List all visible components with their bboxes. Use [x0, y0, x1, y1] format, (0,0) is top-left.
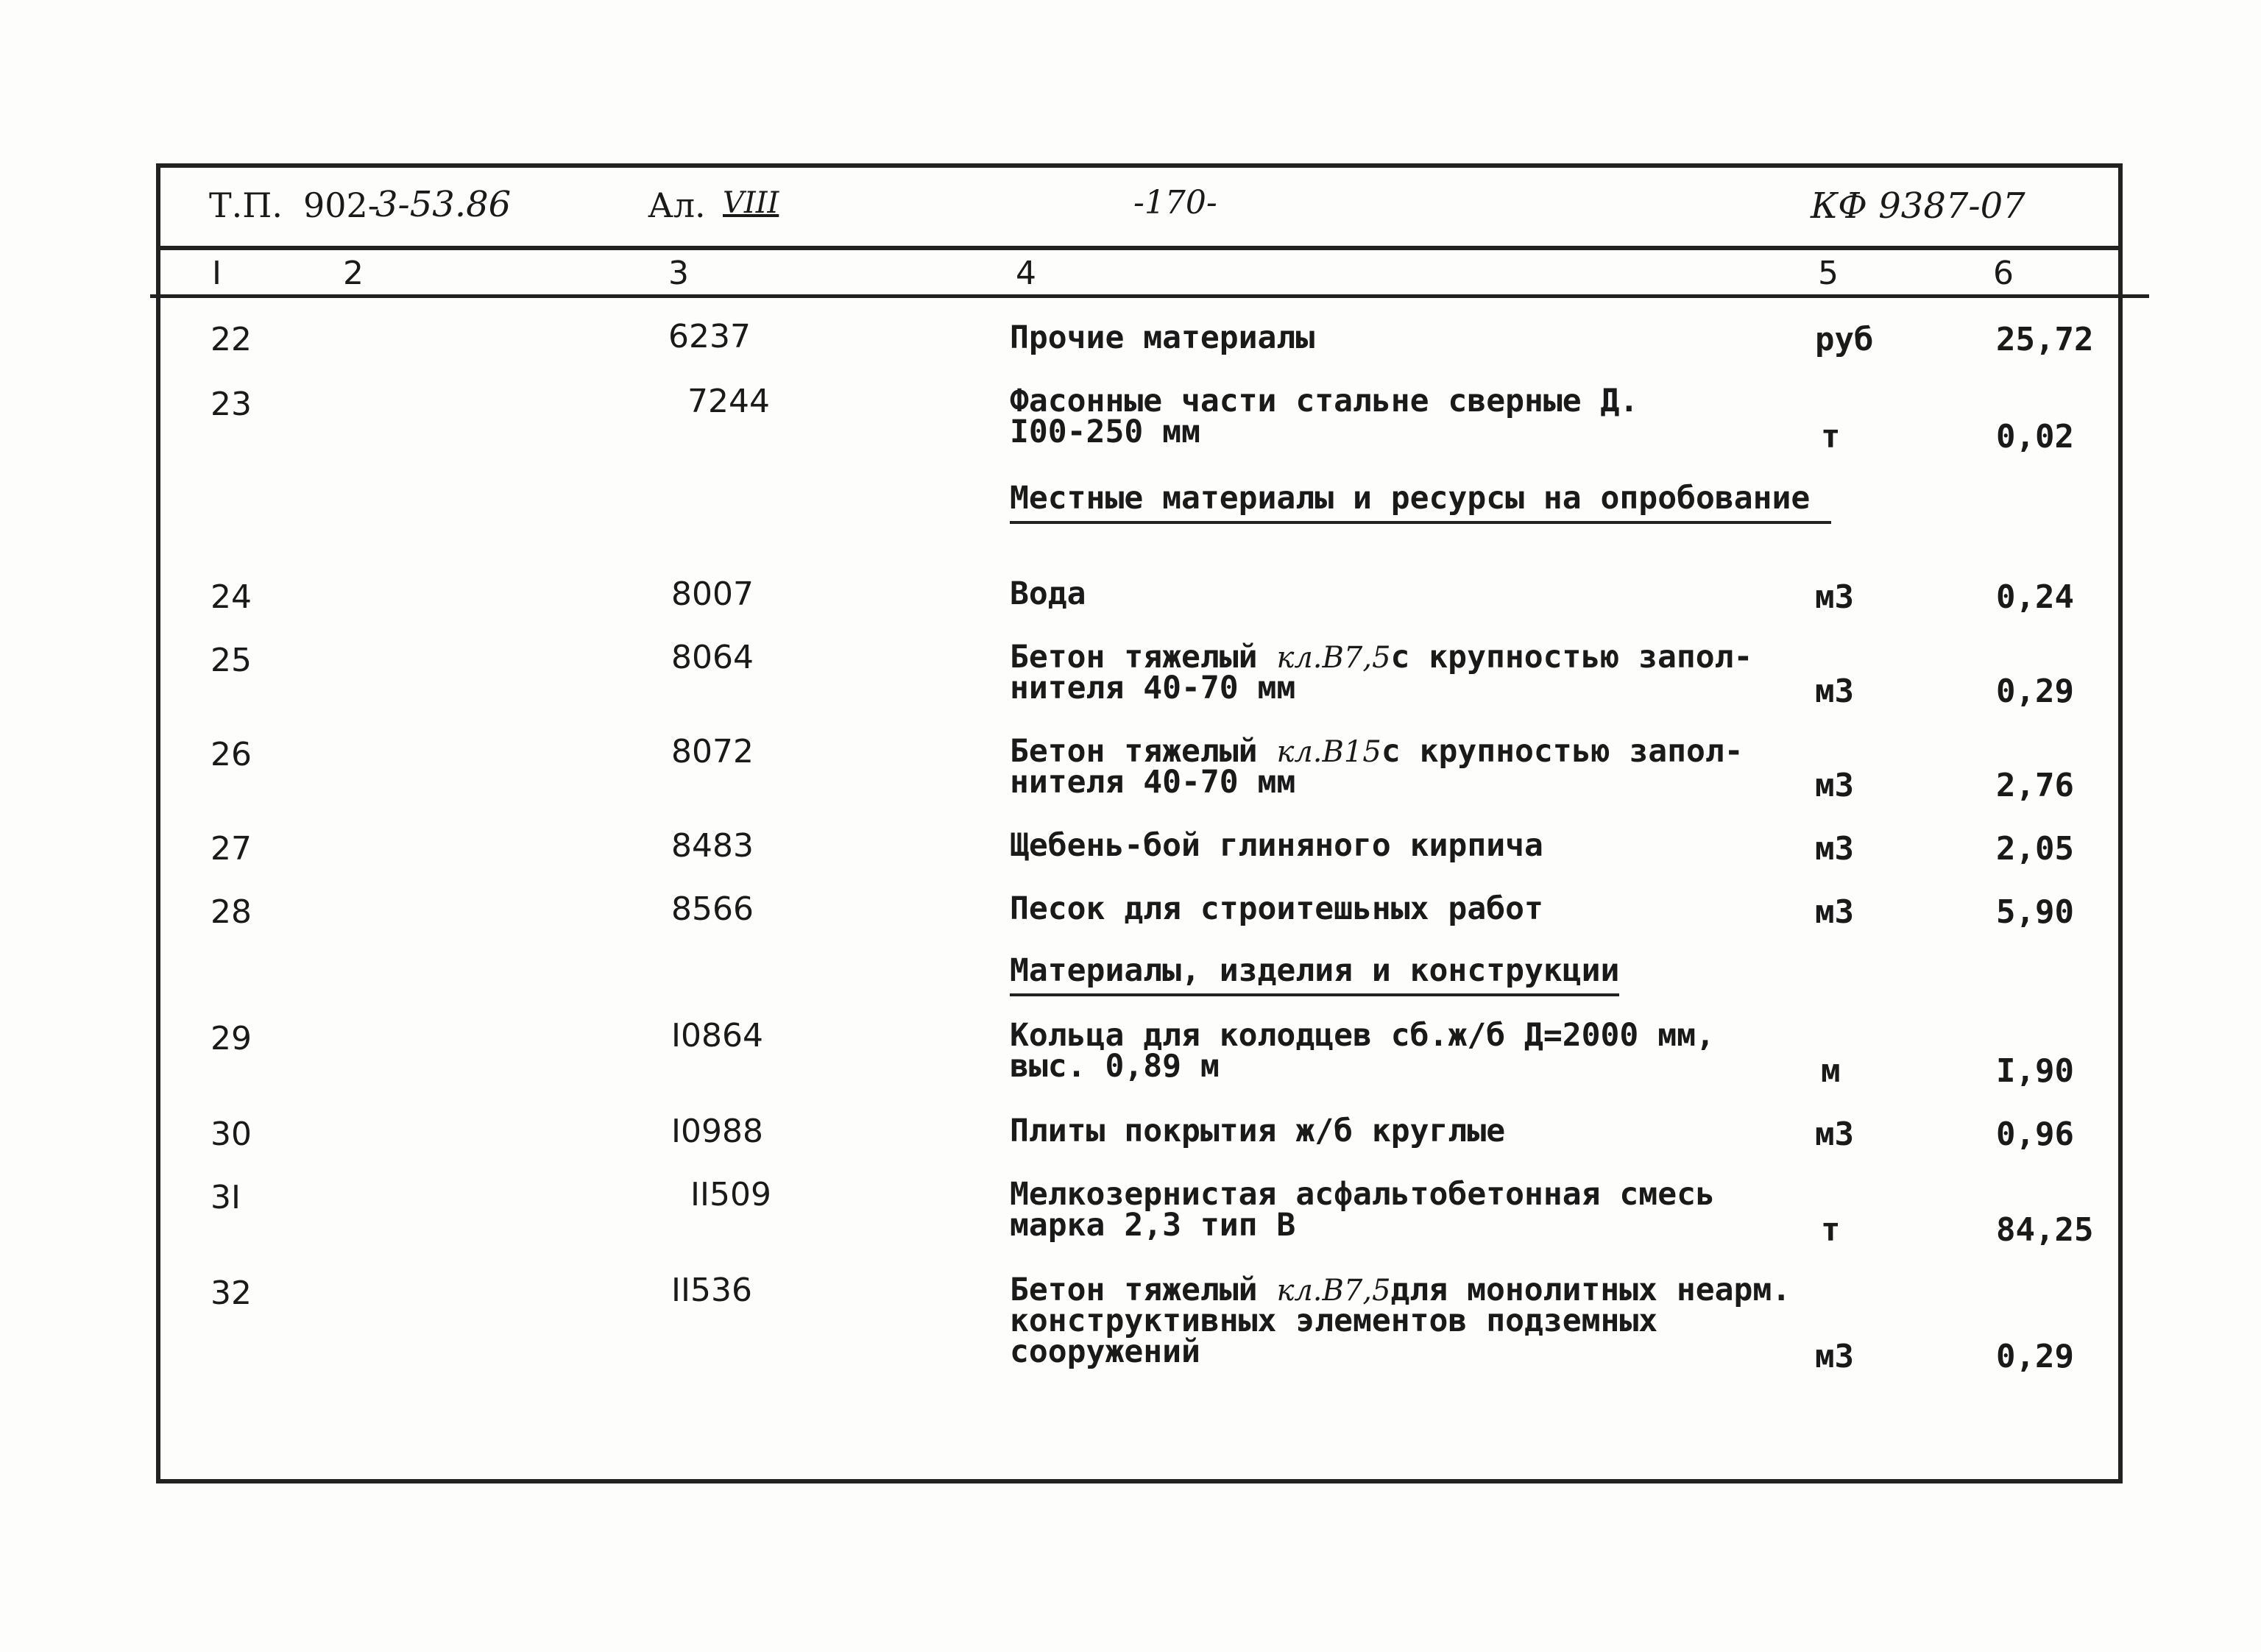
row-number: 28 [210, 893, 252, 931]
resource-description: Прочие материалы [1010, 319, 1315, 356]
resource-description-continued: нителя 40-70 мм [1010, 764, 1296, 801]
concrete-grade: кл.В15 [1276, 735, 1381, 769]
quantity: 0,29 [1996, 673, 2074, 710]
tp-prefix: Т.П. [209, 185, 283, 225]
quantity: 0,24 [1996, 578, 2074, 616]
column-number-4: 4 [1016, 255, 1036, 292]
page-number: -170- [1133, 184, 1217, 221]
resource-description: Фасонные части стальне сверные Д. [1010, 383, 1639, 419]
column-number-6: 6 [1993, 255, 2014, 292]
quantity: 2,05 [1996, 830, 2074, 868]
section-heading-local-materials: Местные материалы и ресурсы на опробование [1010, 480, 1831, 524]
section-heading-materials: Материалы, изделия и конструкции [1010, 952, 1619, 996]
quantity: 0,96 [1996, 1116, 2074, 1153]
row-number: 25 [210, 642, 252, 679]
description-text: с крупностью запол- [1381, 733, 1744, 770]
resource-code: 6237 [668, 318, 751, 355]
unit: руб [1815, 321, 1874, 358]
resource-description [1010, 1272, 1791, 1308]
row-number: 29 [210, 1020, 252, 1057]
row-number: 24 [210, 578, 252, 616]
resource-description: Щебень-бой глиняного кирпича [1010, 827, 1543, 864]
description-text: с крупностью запол- [1390, 639, 1753, 676]
row-number: 26 [210, 736, 252, 773]
description-text: Бетон тяжелый [1010, 639, 1277, 676]
description-text: Бетон тяжелый [1010, 1272, 1277, 1308]
unit: м3 [1815, 893, 1854, 931]
resource-description-continued: I00-250 мм [1010, 414, 1200, 450]
row-number: 3I [210, 1179, 241, 1216]
unit: м3 [1815, 830, 1854, 868]
quantity: I,90 [1996, 1052, 2074, 1090]
row-number: 32 [210, 1275, 252, 1312]
resource-description-continued: конструктивных элементов подземных [1010, 1302, 1658, 1339]
resource-code: 8483 [671, 827, 754, 865]
quantity: 84,25 [1996, 1211, 2094, 1249]
resource-description-continued: выс. 0,89 м [1010, 1048, 1220, 1085]
quantity: 0,02 [1996, 418, 2074, 455]
unit: м3 [1815, 1116, 1854, 1153]
concrete-grade: кл.В7,5 [1276, 1274, 1391, 1308]
quantity: 5,90 [1996, 893, 2074, 931]
resource-description-continued: сооружений [1010, 1333, 1200, 1370]
resource-description [1010, 733, 1744, 770]
resource-code: II509 [690, 1176, 771, 1213]
resource-code: 8072 [671, 733, 754, 770]
description-text: для монолитных неарм. [1390, 1272, 1791, 1308]
description-text: Бетон тяжелый [1010, 733, 1277, 770]
quantity: 25,72 [1996, 321, 2094, 358]
row-number: 27 [210, 830, 252, 868]
resource-code: 8064 [671, 639, 754, 676]
resource-description: Вода [1010, 575, 1086, 612]
resource-description [1010, 639, 1753, 676]
quantity: 0,29 [1996, 1338, 2074, 1375]
resource-description-continued: марка 2,3 тип В [1010, 1207, 1296, 1244]
unit: м3 [1815, 673, 1854, 710]
column-number-1: I [212, 255, 222, 292]
unit: м3 [1815, 1338, 1854, 1375]
unit: т [1821, 418, 1841, 455]
resource-description: Мелкозернистая асфальтобетонная смесь [1010, 1176, 1715, 1213]
row-number: 22 [210, 321, 252, 358]
unit: м3 [1815, 767, 1854, 804]
column-number-3: 3 [668, 255, 689, 292]
document-code: КФ 9387-07 [1811, 185, 2025, 227]
quantity: 2,76 [1996, 767, 2074, 804]
resource-description: Кольца для колодцев сб.ж/б Д=2000 мм, [1010, 1017, 1715, 1054]
unit: м3 [1815, 578, 1854, 616]
column-number-5: 5 [1818, 255, 1839, 292]
row-number: 23 [210, 386, 252, 423]
resource-code: I0988 [671, 1113, 763, 1150]
unit: т [1821, 1211, 1841, 1249]
resource-code: I0864 [671, 1017, 763, 1054]
tp-code-print: 902- [303, 185, 380, 225]
tp-code-hand: 3-53.86 [375, 184, 512, 225]
album-label: Ал. [648, 185, 706, 225]
concrete-grade: кл.В7,5 [1276, 641, 1391, 675]
resource-code: 8007 [671, 575, 754, 613]
header-divider [156, 246, 2123, 250]
unit: м [1821, 1052, 1841, 1090]
resource-code: II536 [671, 1272, 752, 1309]
resource-description-continued: нителя 40-70 мм [1010, 670, 1296, 706]
resource-description: Плиты покрытия ж/б круглые [1010, 1113, 1506, 1149]
column-header-divider [150, 294, 2149, 298]
resource-description: Песок для строитешьных работ [1010, 890, 1543, 927]
column-number-2: 2 [343, 255, 364, 292]
resource-code: 8566 [671, 890, 754, 928]
row-number: 30 [210, 1116, 252, 1153]
album-number: VIII [723, 186, 779, 220]
resource-code: 7244 [687, 383, 770, 420]
